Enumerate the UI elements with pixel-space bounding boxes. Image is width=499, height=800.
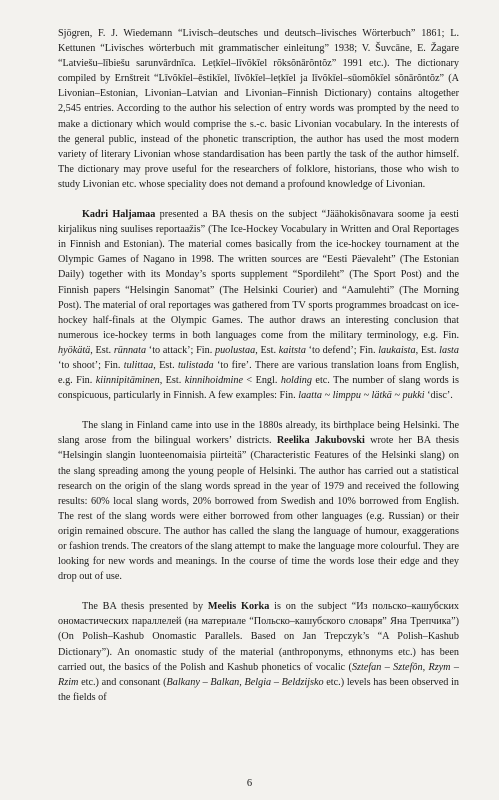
text-run: ‘to shoot’; Fin. bbox=[58, 359, 124, 371]
text-run: ‘to defend’; Fin. bbox=[305, 344, 379, 356]
text-run: , Est. bbox=[415, 344, 440, 356]
cited-term: tulistada bbox=[177, 359, 214, 371]
text-run: ‘to attack’; Fin. bbox=[146, 344, 215, 356]
author-name: Kadri Haljamaa bbox=[82, 209, 156, 221]
paragraph-jakubovski-thesis bbox=[58, 418, 459, 584]
text-run: The slang in Finland came into use in the 1880s already, its birthplace being Helsinki. The slang arose from the bilingual workers’ districts. bbox=[58, 420, 459, 447]
cited-term: hyökätä bbox=[58, 344, 91, 356]
paragraph-korka-thesis bbox=[58, 599, 459, 705]
cited-term: laatta ~ limppu ~ lätkä ~ pukki bbox=[298, 390, 425, 402]
cited-term: tulittaa bbox=[123, 359, 154, 371]
author-name: Reelika Jakubovski bbox=[276, 435, 365, 447]
text-run: etc.) and consonant ( bbox=[78, 676, 167, 688]
cited-term: Sztefan – Sztefôn, Rzym – Rzim bbox=[58, 661, 459, 688]
page-number: 6 bbox=[246, 778, 253, 789]
cited-term: kaitsta bbox=[278, 344, 306, 356]
text-run: ‘to fire’. There are various translation loans from English, e.g. Fin. bbox=[58, 359, 459, 387]
cited-term: Balkany – Balkan, Belgia – Beldzijsko bbox=[166, 676, 324, 688]
text-run: wrote her BA thesis “Helsingin slangin luonteenomaisia piirteitä” (Characteristic Features of the Helsinki slang) on the slang spreading among the young people of Helsinki. The author has carried out a statistical research on the origin of the slang words spread in the year of 1979 and received the following results: 60% local slang words, 20% borrowed from Swedish and 10% borrowed from English. The rest of the slang words were either borrowed from other languages (e.g. Russian) or their origin remained obscure. The author has called the slang the language of humour, exaggerations or fashion trends. The creators of the slang attempt to make the language more colourful. They are looking for new words and meanings. In the course of time the words lose their edge and they drop out of use. bbox=[58, 435, 459, 583]
text-run: , Est. bbox=[159, 375, 185, 387]
cited-term: holding bbox=[280, 375, 312, 387]
cited-term: kinnihoidmine bbox=[184, 375, 243, 387]
text-run: , Est. bbox=[255, 344, 279, 356]
text-run: < Engl. bbox=[242, 375, 281, 387]
paragraph-livonian-dictionary bbox=[58, 26, 459, 192]
cited-term: puolustaa bbox=[214, 344, 256, 356]
paragraph-haljamaa-thesis bbox=[58, 207, 459, 403]
cited-term: lasta bbox=[439, 344, 459, 356]
text-run: is on the subject “Из польско–кашубских ономастических параллелей (на материале “Польско–кашубского словаря” Яна Трепчика”) (On Polish–Kashub Onomastic Parallels. Based on Jan Trepczyk’s “A Polish–Kashub Dictionary”). An onomastic study of the material (anthroponyms, ethnonyms etc.) has been carried out, the basics of the Polish and Kashub phonetics of vocalic ( bbox=[58, 601, 459, 673]
text-run: etc. The number of slang words is conspicuous, particularly in Finnish. A few examples: Fin. bbox=[58, 375, 459, 402]
text-run: Sjögren, F. J. Wiedemann “Livisch–deutsches und deutsch–livisches Wörterbuch” 1861; L. Kettunen “Livisches wörterbuch mit grammatischer einleitung” 1938; V. Šuvcāne, E. Žagare “Latviešu–lībiešu sarunvārdnīca. Leṭkīel–līvõkīel rõksõnārõntõz” 1991 etc.). The dictionary compiled by Ernštreit “Līvõkīel–ēstikīel, līvõkīel–leṭkīel ja līvõkīel–sūomõkīel sõnārõntõz” (A Livonian–Estonian, Livonian–Latvian and Livonian–Finnish Dictionary) contains altogether 2,545 entries. According to the author his selection of entry words was prompted by the need to make a dictionary which would comprise the s.-c. basic Livonian vocabulary. In the interests of the general public, instead of the phonetic transcription, the author has used the most modern variety of literary Livonian whose standardisation has been partly the task of the author himself. The dictionary may prove useful for the researchers of folklore, historians, those who wish to study Livonian etc. whose speciality does not demand a profound knowledge of Livonian. bbox=[58, 28, 459, 190]
text-run: presented a BA thesis on the subject “Jäähokisõnavara soome ja eesti kirjalikus ning suulises reportaažis” (The Ice-Hockey Vocabulary in Written and Oral Reportages in Finnish and Estonian). The material comes basically from the ice-hockey tournament at the Olympic Games of Nagano in 1998. The written sources are “Eesti Päevaleht” (The Estonian Daily) together with its Monday’s sports supplement “Spordileht” (The Sport Post) and the Finnish papers “Helsingin Sanomat” (The Helsinki Courier) and “Aamulehti” (The Morning Post). The material of oral reportages was gathered from TV sports programmes broadcast on ice-hockey half-finals at the Olympic Games. The author draws an interesting conclusion that numerous ice-hockey terms in both languages come from the military terminology, e.g. Fin. bbox=[58, 209, 460, 341]
text-run: The BA thesis presented by bbox=[82, 601, 208, 613]
text-run: etc.) levels has been observed in the fields of bbox=[58, 676, 459, 703]
cited-term: laukaista bbox=[378, 344, 416, 356]
text-run: ‘disc’. bbox=[424, 390, 453, 402]
author-name: Meelis Korka bbox=[207, 601, 270, 613]
cited-term: kiinnipitäminen bbox=[95, 375, 160, 387]
text-run: , Est. bbox=[90, 344, 114, 356]
text-run: , Est. bbox=[153, 359, 178, 371]
cited-term: rünnata bbox=[113, 344, 147, 356]
